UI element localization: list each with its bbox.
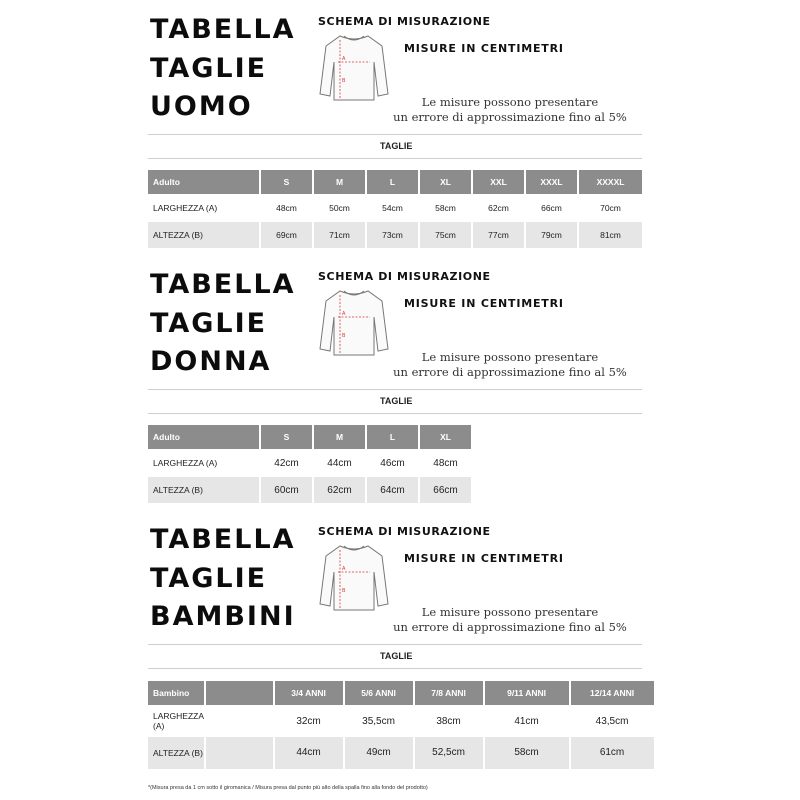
header-cell: 9/11 ANNI [485,681,569,705]
table-row [148,194,642,222]
table-cell: 38cm [415,705,483,737]
schema-label: SCHEMA DI MISURAZIONE [318,525,491,538]
approximation-note [390,350,630,380]
row-label: ALTEZZA (B) [148,477,259,503]
divider [148,158,642,159]
title-line-3: UOMO [150,91,253,122]
table-cell: 42cm [261,449,312,477]
misure-label: MISURE IN CENTIMETRI [404,297,564,310]
table-cell: 79cm [526,222,577,248]
table-cell: 69cm [261,222,312,248]
table-cell: 44cm [314,449,365,477]
taglie-label: TAGLIE [380,141,413,151]
misure-label: MISURE IN CENTIMETRI [404,552,564,565]
divider [148,668,642,669]
row-label: LARGHEZZA (A) [148,194,259,222]
footnote: *(Misura presa da 1 cm sotto il giromanica / Misura presa dal punto più alto della spalla fino alla fondo del prodotto) [148,785,428,791]
note-line-2: un errore di approssimazione fino al 5% [393,365,627,379]
note-line-2: un errore di approssimazione fino al 5% [393,620,627,634]
table-cell: 71cm [314,222,365,248]
title-line-3: DONNA [150,346,272,377]
svg-text:B: B [342,78,346,84]
table-cell: 58cm [420,194,471,222]
table-cell: 54cm [367,194,418,222]
title-line-3: BAMBINI [150,601,296,632]
divider [148,413,642,414]
header-cell: Bambino [148,681,204,705]
note-line-1: Le misure possono presentare [421,95,599,109]
table-row [148,449,471,477]
table-cell [206,737,273,769]
header-cell: Adulto [148,170,259,194]
note-line-1: Le misure possono presentare [421,605,599,619]
table-cell: 41cm [485,705,569,737]
table-cell: 66cm [420,477,471,503]
size-table-bambini [146,681,656,769]
svg-text:A: A [342,566,346,572]
table-cell [206,705,273,737]
taglie-label: TAGLIE [380,396,413,406]
table-cell: 46cm [367,449,418,477]
header-cell: M [314,170,365,194]
table-cell: 48cm [261,194,312,222]
table-cell: 64cm [367,477,418,503]
shirt-diagram-icon [318,287,390,357]
table-row [148,737,654,769]
table-row [148,477,471,503]
svg-text:B: B [342,333,346,339]
header-cell: XL [420,425,471,449]
table-cell: 70cm [579,194,642,222]
header-cell: L [367,170,418,194]
title-line-1: TABELLA [150,269,296,300]
table-cell: 66cm [526,194,577,222]
title-line-2: TAGLIE [150,53,268,84]
header-cell: XXXXL [579,170,642,194]
header-cell: Adulto [148,425,259,449]
title-line-2: TAGLIE [150,308,268,339]
header-cell: 3/4 ANNI [275,681,343,705]
table-cell: 50cm [314,194,365,222]
header-cell: XL [420,170,471,194]
table-cell: 35,5cm [345,705,413,737]
header-cell [206,681,273,705]
table-cell: 62cm [314,477,365,503]
header-cell: S [261,425,312,449]
taglie-label: TAGLIE [380,651,413,661]
divider [148,389,642,390]
row-label: ALTEZZA (B) [148,737,204,769]
note-line-1: Le misure possono presentare [421,350,599,364]
table-cell: 62cm [473,194,524,222]
svg-text:A: A [342,311,346,317]
size-table-donna [146,425,473,503]
approximation-note [390,95,630,125]
approximation-note [390,605,630,635]
svg-text:A: A [342,56,346,62]
row-label: LARGHEZZA (A) [148,705,204,737]
table-cell: 44cm [275,737,343,769]
row-label: ALTEZZA (B) [148,222,259,248]
header-cell: 7/8 ANNI [415,681,483,705]
misure-label: MISURE IN CENTIMETRI [404,42,564,55]
table-cell: 61cm [571,737,654,769]
note-line-2: un errore di approssimazione fino al 5% [393,110,627,124]
table-cell: 43,5cm [571,705,654,737]
header-cell: 5/6 ANNI [345,681,413,705]
table-cell: 52,5cm [415,737,483,769]
title-line-2: TAGLIE [150,563,268,594]
row-label: LARGHEZZA (A) [148,449,259,477]
table-cell: 49cm [345,737,413,769]
table-row [148,705,654,737]
table-cell: 81cm [579,222,642,248]
table-cell: 77cm [473,222,524,248]
header-cell: M [314,425,365,449]
table-cell: 75cm [420,222,471,248]
svg-text:B: B [342,588,346,594]
schema-label: SCHEMA DI MISURAZIONE [318,270,491,283]
size-table-uomo [146,170,644,248]
divider [148,134,642,135]
table-cell: 58cm [485,737,569,769]
header-cell: L [367,425,418,449]
title-line-1: TABELLA [150,524,296,555]
table-cell: 48cm [420,449,471,477]
divider [148,644,642,645]
table-cell: 73cm [367,222,418,248]
shirt-diagram-icon [318,32,390,102]
header-cell: 12/14 ANNI [571,681,654,705]
title-line-1: TABELLA [150,14,296,45]
table-cell: 32cm [275,705,343,737]
header-cell: XXXL [526,170,577,194]
header-cell: S [261,170,312,194]
table-cell: 60cm [261,477,312,503]
shirt-diagram-icon [318,542,390,612]
table-row [148,222,642,248]
schema-label: SCHEMA DI MISURAZIONE [318,15,491,28]
header-cell: XXL [473,170,524,194]
